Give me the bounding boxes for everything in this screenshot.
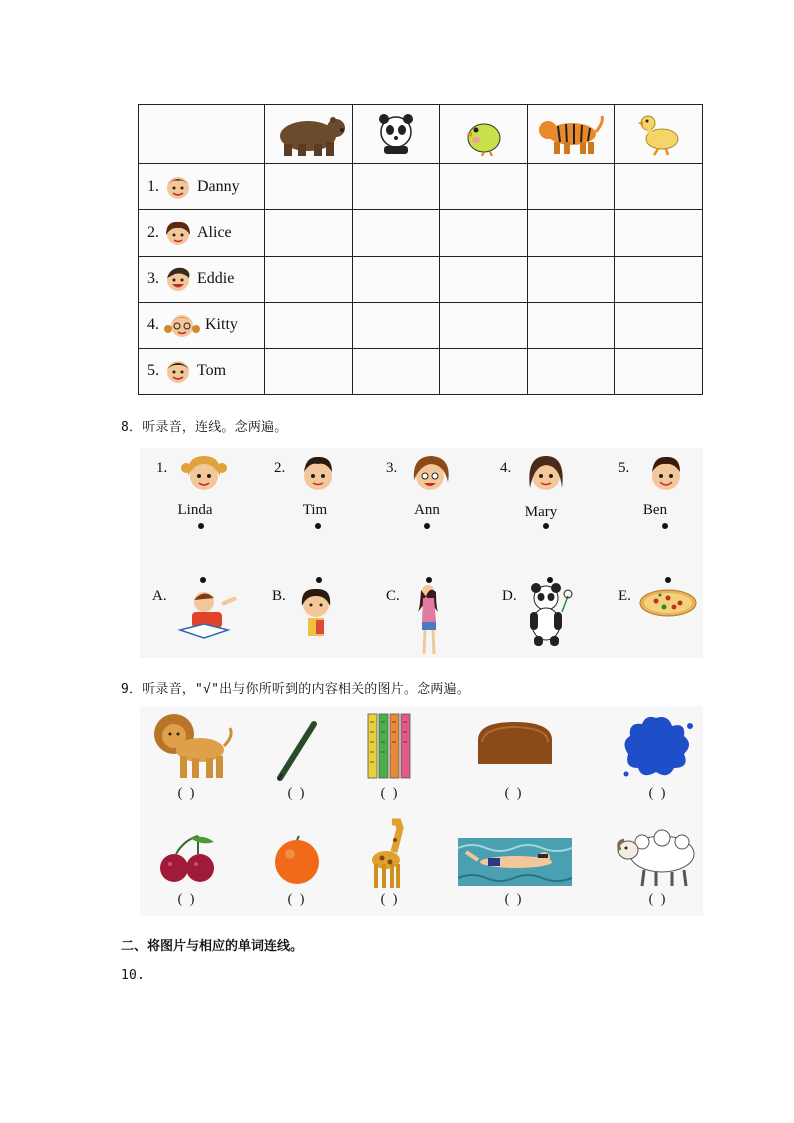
swimmer-icon bbox=[458, 838, 572, 886]
cherries-icon bbox=[154, 834, 220, 886]
student-name: Tom bbox=[197, 362, 227, 380]
ann-girl-icon bbox=[408, 452, 456, 496]
row-number: 5. bbox=[147, 362, 159, 380]
picture-dot[interactable] bbox=[316, 577, 322, 583]
panda-flower-icon bbox=[524, 582, 574, 648]
row-number: 1. bbox=[147, 177, 159, 195]
girl-face-icon bbox=[163, 219, 193, 247]
answer-paren[interactable]: ( ) bbox=[287, 892, 307, 907]
item-number: 5. bbox=[618, 460, 630, 476]
lion-icon bbox=[148, 710, 234, 782]
picture-a bbox=[150, 586, 260, 676]
person-dot[interactable] bbox=[543, 523, 549, 529]
section-2-title: 二、将图片与相应的单词连线。 bbox=[121, 939, 304, 954]
tiger-icon bbox=[528, 105, 615, 163]
person-name: Tim bbox=[302, 502, 328, 518]
table-corner-cell bbox=[139, 105, 265, 164]
item-number: 1. bbox=[156, 460, 168, 476]
boy-reading-icon bbox=[174, 586, 242, 642]
person-name: Ben bbox=[642, 502, 668, 518]
picture-label: D. bbox=[502, 588, 517, 604]
row-number: 4. bbox=[147, 316, 159, 334]
person-tim bbox=[270, 452, 360, 522]
person-dot[interactable] bbox=[315, 523, 321, 529]
boy-face-icon bbox=[163, 265, 193, 293]
person-name: Linda bbox=[177, 502, 213, 518]
pen-icon bbox=[274, 720, 320, 782]
row-number: 3. bbox=[147, 270, 159, 288]
bear-icon bbox=[265, 105, 352, 163]
person-name: Mary bbox=[524, 504, 558, 520]
picture-label: A. bbox=[152, 588, 167, 604]
bread-icon bbox=[474, 718, 556, 768]
girl-glasses-face-icon bbox=[163, 311, 201, 339]
item-number: 2. bbox=[274, 460, 286, 476]
boy-face-icon bbox=[163, 173, 193, 201]
picture-dot[interactable] bbox=[665, 577, 671, 583]
question-8-title: 8．听录音，连线。念两遍。 bbox=[121, 420, 288, 435]
person-ben bbox=[610, 452, 700, 522]
answer-paren[interactable]: ( ) bbox=[648, 786, 668, 801]
rulers-icon bbox=[366, 712, 418, 780]
tim-boy-icon bbox=[296, 452, 340, 496]
person-mary bbox=[496, 452, 586, 522]
woman-standing-icon bbox=[414, 582, 444, 656]
question-9-title: 9．听录音，"√"出与你所听到的内容相关的图片。念两遍。 bbox=[121, 682, 470, 697]
picture-choice-panel bbox=[140, 706, 703, 916]
ben-boy-icon bbox=[644, 452, 688, 496]
answer-paren[interactable]: ( ) bbox=[287, 786, 307, 801]
pizza-icon bbox=[638, 586, 698, 620]
picture-e bbox=[616, 586, 726, 676]
chick-icon bbox=[440, 105, 527, 163]
person-linda bbox=[150, 452, 240, 522]
item-number: 4. bbox=[500, 460, 512, 476]
row-number: 2. bbox=[147, 223, 159, 241]
item-number: 3. bbox=[386, 460, 398, 476]
question-10-label: 10. bbox=[121, 968, 146, 983]
animal-table bbox=[138, 104, 703, 395]
answer-paren[interactable]: ( ) bbox=[177, 786, 197, 801]
orange-icon bbox=[272, 834, 322, 886]
linda-girl-icon bbox=[180, 452, 228, 496]
picture-b bbox=[270, 586, 380, 676]
answer-paren[interactable]: ( ) bbox=[648, 892, 668, 907]
person-dot[interactable] bbox=[198, 523, 204, 529]
person-dot[interactable] bbox=[662, 523, 668, 529]
answer-paren[interactable]: ( ) bbox=[380, 892, 400, 907]
answer-paren[interactable]: ( ) bbox=[504, 892, 524, 907]
picture-dot[interactable] bbox=[200, 577, 206, 583]
answer-paren[interactable]: ( ) bbox=[177, 892, 197, 907]
answer-paren[interactable]: ( ) bbox=[504, 786, 524, 801]
sheep-icon bbox=[612, 826, 702, 888]
person-dot[interactable] bbox=[424, 523, 430, 529]
matching-panel bbox=[140, 448, 703, 658]
table-row bbox=[139, 164, 703, 210]
answer-paren[interactable]: ( ) bbox=[380, 786, 400, 801]
table-row bbox=[139, 256, 703, 302]
mary-girl-icon bbox=[524, 452, 568, 498]
student-name: Alice bbox=[197, 223, 232, 241]
picture-label: C. bbox=[386, 588, 400, 604]
picture-label: E. bbox=[618, 588, 631, 604]
blue-paint-icon bbox=[620, 712, 694, 782]
picture-d bbox=[500, 586, 610, 676]
panda-icon bbox=[353, 105, 440, 163]
duck-icon bbox=[615, 105, 702, 163]
student-name: Eddie bbox=[197, 270, 235, 288]
student-name: Danny bbox=[197, 177, 240, 195]
table-row bbox=[139, 302, 703, 348]
person-ann bbox=[382, 452, 472, 522]
picture-label: B. bbox=[272, 588, 286, 604]
student-name: Kitty bbox=[205, 316, 238, 334]
table-row bbox=[139, 348, 703, 394]
table-row bbox=[139, 210, 703, 256]
person-name: Ann bbox=[414, 502, 440, 518]
giraffe-icon bbox=[364, 818, 412, 890]
boy-face-icon bbox=[163, 357, 193, 385]
girl-icon bbox=[296, 586, 336, 644]
picture-c bbox=[384, 586, 494, 676]
